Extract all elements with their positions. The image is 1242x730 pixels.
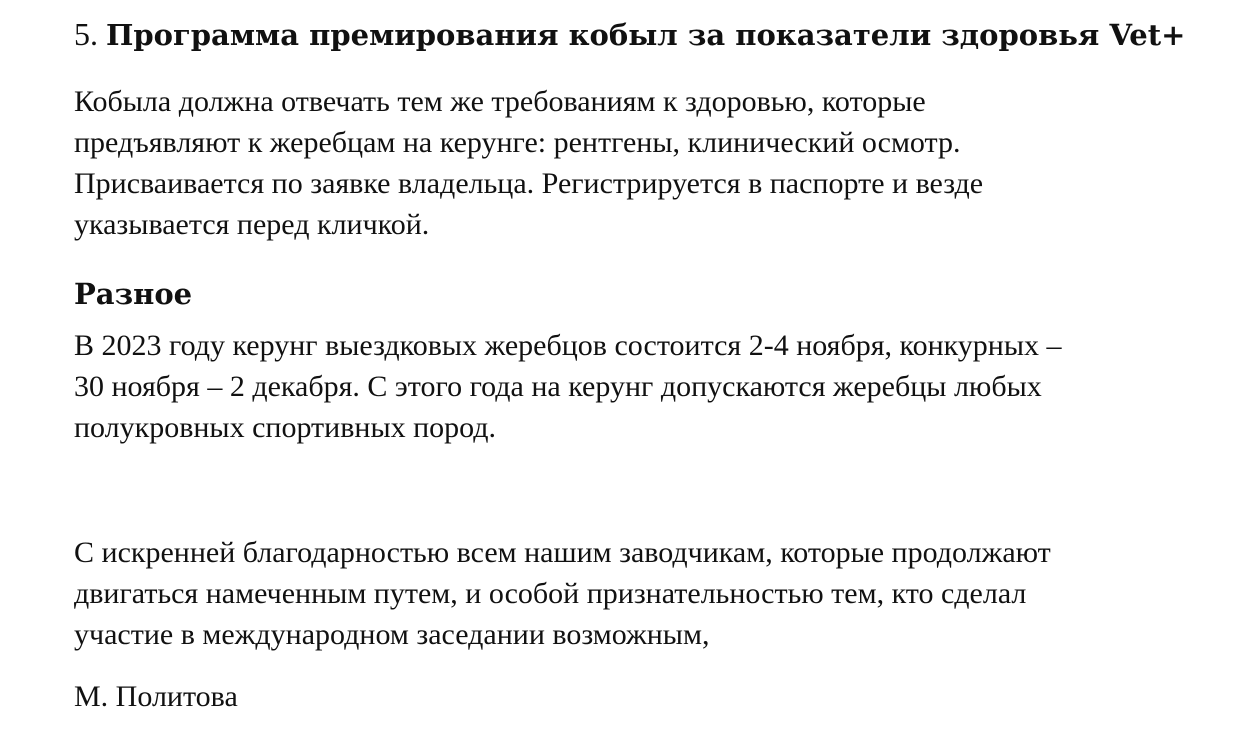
paragraph-line: С искренней благодарностью всем нашим заводчикам, которые продолжают [74, 536, 1051, 569]
gratitude-paragraph [74, 532, 1051, 655]
paragraph-line: 30 ноября – 2 декабря. С этого года на керунг допускаются жеребцы любых [74, 370, 1042, 403]
paragraph-line: двигаться намеченным путем, и особой признательностью тем, кто сделал [74, 577, 1027, 610]
section-title: Программа премирования кобыл за показатели здоровья Vet+ [106, 18, 1186, 52]
paragraph-line: Кобыла должна отвечать тем же требованиям к здоровью, которые [74, 85, 926, 118]
paragraph-line: указывается перед кличкой. [74, 208, 430, 241]
paragraph-line: Присваивается по заявке владельца. Регистрируется в паспорте и везде [74, 167, 984, 200]
signature: М. Политова [74, 680, 238, 713]
paragraph-line: предъявляют к жеребцам на керунге: рентгены, клинический осмотр. [74, 126, 961, 159]
misc-heading: Разное [74, 277, 193, 311]
paragraph-line: участие в международном заседании возможным, [74, 618, 710, 651]
section-number: 5. [74, 16, 98, 52]
section-heading [74, 14, 1185, 55]
korung-dates-paragraph [74, 325, 1062, 448]
health-requirements-paragraph [74, 81, 983, 245]
paragraph-line: полукровных спортивных пород. [74, 411, 497, 444]
paragraph-line: В 2023 году керунг выездковых жеребцов состоится 2-4 ноября, конкурных – [74, 329, 1062, 362]
